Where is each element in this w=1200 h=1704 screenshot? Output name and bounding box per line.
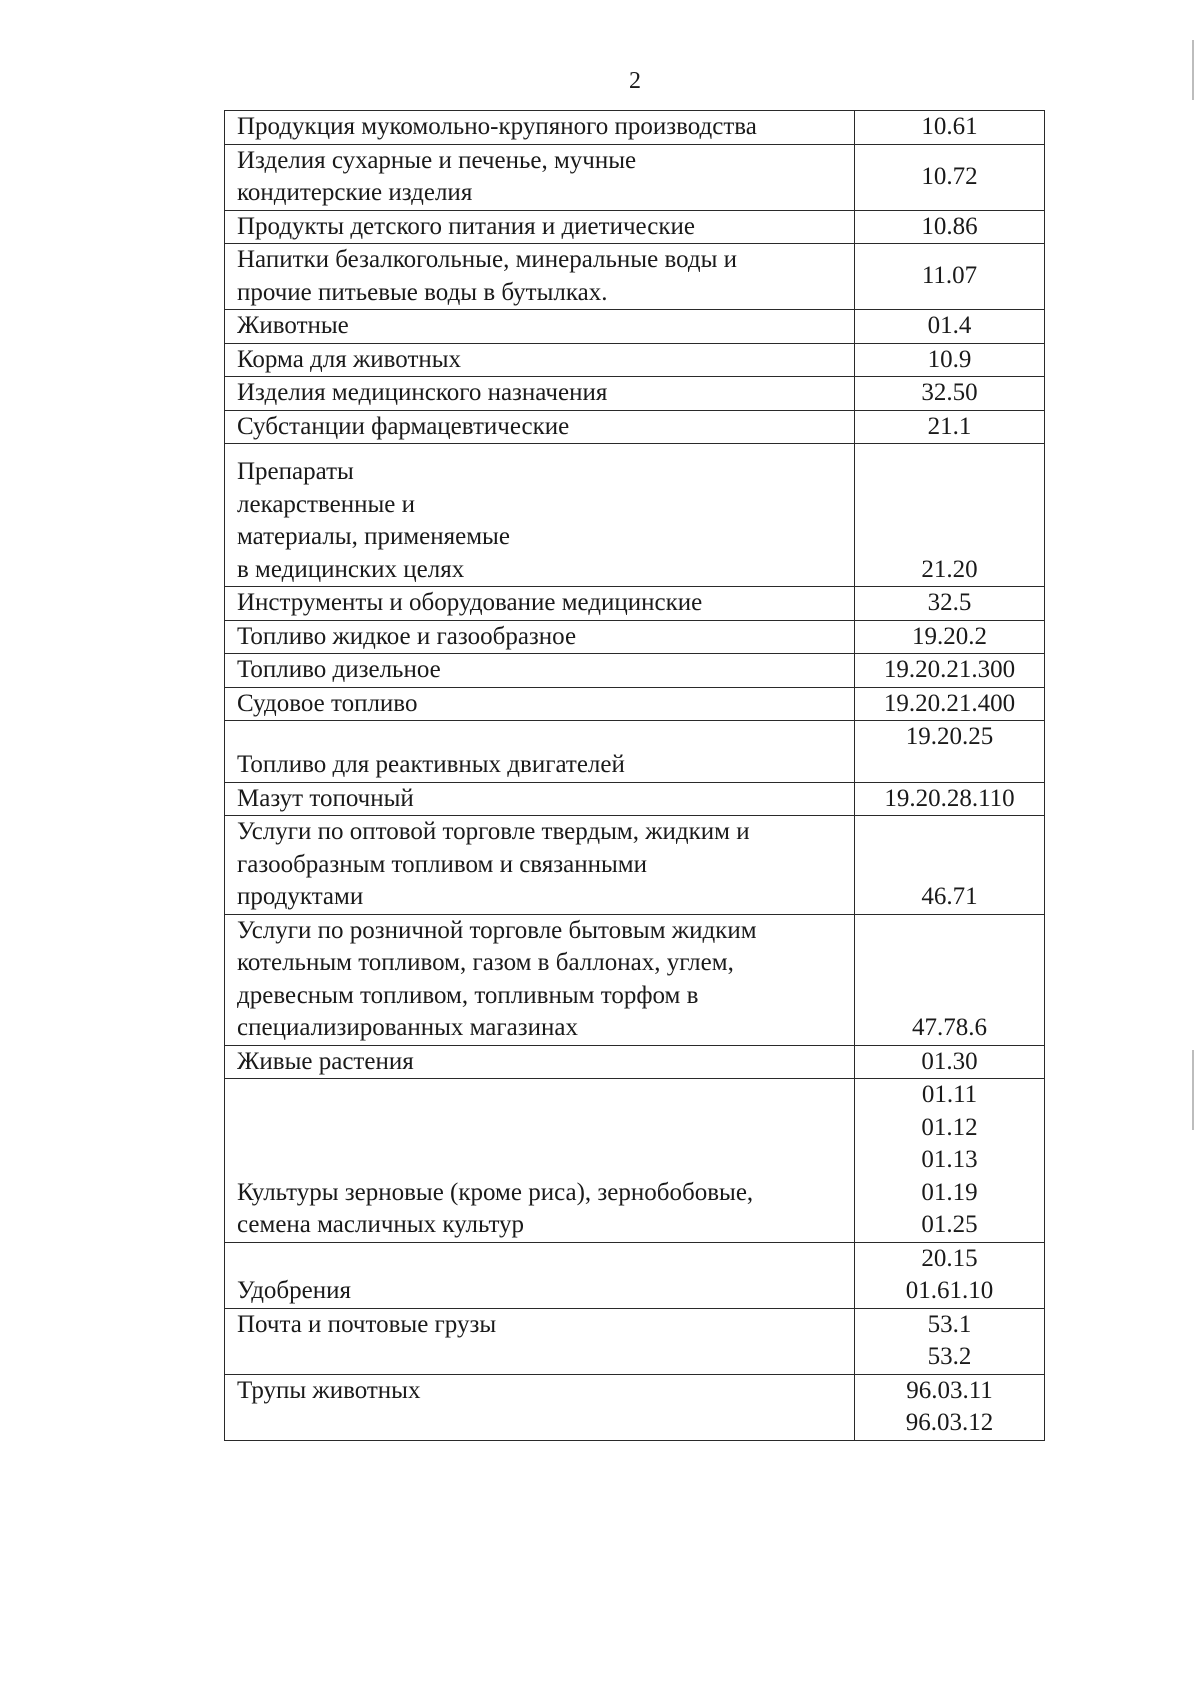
item-code-line: 10.61 bbox=[921, 113, 978, 140]
item-code-cell bbox=[855, 244, 1045, 310]
item-code-line: 01.13 bbox=[921, 1146, 978, 1173]
item-code-line: 01.11 bbox=[921, 1081, 978, 1108]
item-code-line: 19.20.21.300 bbox=[883, 656, 1016, 683]
item-name-line: семена масличных культур bbox=[237, 1211, 525, 1238]
item-code-cell bbox=[855, 1079, 1045, 1243]
item-name-line: Услуги по розничной торговле бытовым жидким bbox=[237, 916, 757, 944]
item-code-line: 01.4 bbox=[927, 312, 972, 339]
item-name-cell bbox=[225, 620, 855, 654]
item-name-line: Субстанции фармацевтические bbox=[237, 412, 570, 440]
item-code-line: 21.20 bbox=[921, 555, 978, 583]
item-name-line: Культуры зерновые (кроме риса), зернобобовые, bbox=[237, 1178, 754, 1206]
classification-table bbox=[224, 110, 1045, 1441]
item-code-cell bbox=[855, 1308, 1045, 1374]
item-name-line: Услуги по оптовой торговле твердым, жидким и bbox=[237, 818, 750, 845]
item-code-cell bbox=[855, 444, 1045, 587]
item-code-cell bbox=[855, 654, 1045, 688]
item-code-line: 01.30 bbox=[921, 1047, 978, 1075]
item-name-cell bbox=[225, 1374, 855, 1440]
item-name-cell bbox=[225, 816, 855, 915]
item-name-line: специализированных магазинах bbox=[237, 1014, 578, 1041]
item-name-line: газообразным топливом и связанными bbox=[237, 850, 647, 878]
item-name-line: Изделия медицинского назначения bbox=[237, 379, 608, 406]
item-code-cell bbox=[855, 914, 1045, 1045]
item-name-cell bbox=[225, 1045, 855, 1079]
item-name-cell bbox=[225, 310, 855, 344]
item-name-line: Живые растения bbox=[237, 1047, 414, 1075]
item-name-line: Удобрения bbox=[237, 1277, 351, 1304]
item-name-line: лекарственные и bbox=[237, 490, 415, 518]
item-name-cell bbox=[225, 144, 855, 210]
item-name-line: Судовое топливо bbox=[237, 689, 418, 717]
item-name-cell bbox=[225, 210, 855, 244]
item-name-cell bbox=[225, 410, 855, 444]
table-row bbox=[225, 410, 1045, 444]
item-code-line: 53.2 bbox=[927, 1343, 972, 1370]
item-name-line: Продукты детского питания и диетические bbox=[237, 212, 695, 240]
item-code-cell bbox=[855, 310, 1045, 344]
table-row bbox=[225, 377, 1045, 411]
item-code-line: 32.50 bbox=[921, 379, 978, 406]
item-code-line: 10.86 bbox=[921, 212, 978, 240]
item-code-line: 19.20.25 bbox=[905, 723, 994, 750]
item-name-line: Препараты bbox=[237, 458, 354, 485]
table-row bbox=[225, 343, 1045, 377]
item-name-line: котельным топливом, газом в баллонах, углем, bbox=[237, 949, 734, 976]
item-name-line: Трупы животных bbox=[237, 1376, 421, 1404]
item-name-line: Животные bbox=[237, 312, 349, 339]
item-code-cell bbox=[855, 816, 1045, 915]
item-code-line: 19.20.21.400 bbox=[883, 689, 1016, 717]
item-code-line: 96.03.12 bbox=[905, 1409, 994, 1436]
item-code-line: 19.20.28.110 bbox=[884, 784, 1015, 812]
table-row bbox=[225, 144, 1045, 210]
item-code-cell bbox=[855, 210, 1045, 244]
item-name-line: Почта и почтовые грузы bbox=[237, 1310, 497, 1338]
item-code-line: 01.19 bbox=[921, 1178, 978, 1206]
item-name-line: Изделия сухарные и печенье, мучные bbox=[237, 146, 637, 174]
item-name-line: Топливо дизельное bbox=[237, 656, 441, 683]
table-row bbox=[225, 244, 1045, 310]
page-number: 2 bbox=[629, 68, 641, 94]
item-name-line: продуктами bbox=[237, 883, 364, 910]
item-code-cell bbox=[855, 377, 1045, 411]
table-row bbox=[225, 210, 1045, 244]
table-row bbox=[225, 782, 1045, 816]
item-name-line: Инструменты и оборудование медицинские bbox=[237, 589, 703, 616]
item-code-line: 10.72 bbox=[921, 162, 978, 190]
item-name-cell bbox=[225, 1242, 855, 1308]
item-code-line: 96.03.11 bbox=[906, 1376, 993, 1404]
table-row bbox=[225, 687, 1045, 721]
table-row bbox=[225, 310, 1045, 344]
item-name-line: Мазут топочный bbox=[237, 784, 414, 812]
item-name-line: Напитки безалкогольные, минеральные воды и bbox=[237, 246, 738, 273]
item-code-cell bbox=[855, 687, 1045, 721]
item-code-cell bbox=[855, 1374, 1045, 1440]
item-name-line: материалы, применяемые bbox=[237, 523, 510, 550]
item-name-cell bbox=[225, 343, 855, 377]
table-row bbox=[225, 111, 1045, 145]
scan-edge-mark bbox=[1192, 1050, 1194, 1130]
item-code-line: 01.12 bbox=[921, 1113, 978, 1141]
item-name-line: древесным топливом, топливным торфом в bbox=[237, 981, 699, 1009]
table-row bbox=[225, 444, 1045, 587]
item-code-line: 10.9 bbox=[927, 345, 972, 373]
item-code-cell bbox=[855, 343, 1045, 377]
table-row bbox=[225, 620, 1045, 654]
item-code-line: 20.15 bbox=[921, 1244, 978, 1272]
item-code-cell bbox=[855, 410, 1045, 444]
item-name-cell bbox=[225, 587, 855, 621]
table-row bbox=[225, 1045, 1045, 1079]
item-name-cell bbox=[225, 244, 855, 310]
item-code-line: 53.1 bbox=[927, 1310, 972, 1338]
item-name-cell bbox=[225, 111, 855, 145]
table-row bbox=[225, 1079, 1045, 1243]
item-name-line: в медицинских целях bbox=[237, 555, 465, 583]
table-body bbox=[225, 111, 1045, 1441]
item-name-line: кондитерские изделия bbox=[237, 179, 473, 206]
item-name-cell bbox=[225, 444, 855, 587]
table-row bbox=[225, 1374, 1045, 1440]
item-name-line: Корма для животных bbox=[237, 345, 462, 373]
item-code-cell bbox=[855, 1045, 1045, 1079]
item-code-line: 46.71 bbox=[921, 883, 978, 910]
table-row bbox=[225, 587, 1045, 621]
item-code-cell bbox=[855, 587, 1045, 621]
table-row bbox=[225, 721, 1045, 783]
table-row bbox=[225, 1308, 1045, 1374]
item-name-cell bbox=[225, 914, 855, 1045]
item-name-line: Продукция мукомольно-крупяного производства bbox=[237, 113, 757, 140]
item-name-cell bbox=[225, 782, 855, 816]
item-code-line: 01.25 bbox=[921, 1211, 978, 1238]
item-code-line: 21.1 bbox=[927, 412, 972, 440]
table-row bbox=[225, 654, 1045, 688]
item-code-line: 32.5 bbox=[927, 589, 972, 616]
table-row bbox=[225, 1242, 1045, 1308]
item-code-line: 47.78.6 bbox=[912, 1014, 987, 1041]
item-code-cell bbox=[855, 782, 1045, 816]
item-name-cell bbox=[225, 721, 855, 783]
table-row bbox=[225, 914, 1045, 1045]
item-name-cell bbox=[225, 377, 855, 411]
item-code-line: 11.07 bbox=[921, 262, 978, 290]
item-code-line: 19.20.2 bbox=[912, 622, 987, 650]
item-name-line: Топливо жидкое и газообразное bbox=[237, 622, 577, 650]
scan-edge-mark bbox=[1192, 40, 1194, 100]
item-name-line: прочие питьевые воды в бутылках. bbox=[237, 278, 608, 306]
item-code-cell bbox=[855, 721, 1045, 783]
item-name-cell bbox=[225, 654, 855, 688]
item-name-line: Топливо для реактивных двигателей bbox=[237, 751, 625, 778]
item-code-cell bbox=[855, 620, 1045, 654]
item-code-cell bbox=[855, 1242, 1045, 1308]
item-name-cell bbox=[225, 687, 855, 721]
item-code-cell bbox=[855, 144, 1045, 210]
item-name-cell bbox=[225, 1079, 855, 1243]
table-row bbox=[225, 816, 1045, 915]
item-code-line: 01.61.10 bbox=[905, 1277, 994, 1304]
item-code-cell bbox=[855, 111, 1045, 145]
item-name-cell bbox=[225, 1308, 855, 1374]
